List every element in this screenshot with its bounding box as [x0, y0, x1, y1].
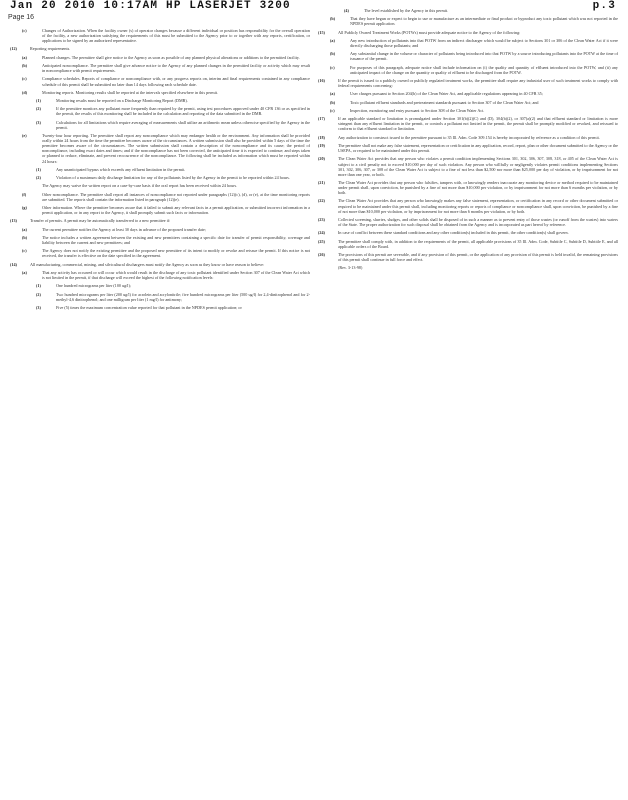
paragraph-text: Collected screening, slurries, sludges, and other solids shall be disposed of in such a manner as to prevent entry of those wastes (or runoff from the wastes) into waters of the State. The proper authorization for such disposal shall be obtained from the Agency and is incorporated as part hereof by reference.: [338, 216, 618, 227]
paragraph-text: The notice includes a written agreement between the existing and new permittees containing a specific date for transfer of permit responsibility, coverage and liability between the current and new permittees; and: [42, 235, 310, 246]
paragraph-text: The permittee shall not make any false statement, representation or certification in any application, record, report, plan or other document submitted to the Agency or the USEPA, or required to be maintained under this permit.: [338, 143, 618, 154]
paragraph-number: (a): [22, 270, 27, 276]
paragraph-item: [10, 192, 310, 202]
paragraph-text: All Publicly Owned Treatment Works (POTWs) must provide adequate notice to the Agency of the following:: [338, 29, 521, 35]
paragraph-item: [318, 91, 618, 96]
paragraph-text: Twenty-four hour reporting. The permittee shall report any noncompliance which may endanger health or the environment. Any information shall be provided orally within 24 hours from the time the permittee becomes aware of the circumstances. A written submission shall also be provided within 5 days of the time the permittee becomes aware of the circumstances. The written submission shall contain a description of the noncompliance and its cause; the period of noncompliance, including exact dates and times; and if the noncompliance has not been corrected, the anticipated time it is expected to continue; and steps taken or planned to reduce, eliminate, and prevent reoccurrence of the noncompliance. The following shall be included as information which must be reported within 24 hours:: [42, 133, 310, 164]
paragraph-number: (c): [330, 64, 335, 70]
paragraph-number: (b): [22, 235, 28, 240]
paragraph-number: (e): [22, 133, 27, 139]
paragraph-text: Any authorization to construct issued to the permittee pursuant to 35 Ill. Adm. Code 309.154 is hereby incorporated by reference as a condition of this permit.: [338, 134, 600, 140]
paragraph-item: [10, 227, 310, 232]
paragraph-number: (f): [22, 191, 27, 197]
paragraph-number: (b): [330, 99, 336, 105]
paragraph-item: [318, 51, 618, 61]
fax-header-timestamp: Jan 20 2010 10:17AM HP LASERJET 3200: [10, 0, 291, 12]
right-column: [318, 8, 618, 274]
paragraph-text: Reporting requirements.: [30, 46, 71, 52]
paragraph-item: [318, 65, 618, 75]
paragraph-text: Other information. Where the permittee becomes aware that it failed to submit any relevant facts in a permit application, or submitted incorrect information in a permit application, or in any report to the Agency, it shall promptly submit such facts or information.: [42, 205, 310, 216]
paragraph-item: [318, 116, 618, 131]
paragraph-item: [10, 262, 310, 267]
paragraph-number: (2): [36, 106, 41, 112]
paragraph-number: (b): [330, 51, 336, 57]
paragraph-number: (4): [344, 8, 349, 13]
paragraph-item: [318, 16, 618, 26]
paragraph-number: (c): [22, 76, 27, 82]
paragraph-item: [10, 175, 310, 180]
paragraph-number: (1): [36, 283, 41, 289]
paragraph-number: (17): [318, 116, 325, 122]
paragraph-number: (c): [22, 248, 27, 254]
paragraph-number: (c): [22, 28, 27, 33]
paragraph-item: [318, 100, 618, 105]
paragraph-item: [318, 265, 618, 270]
paragraph-number: (3): [36, 119, 41, 125]
paragraph-number: (c): [330, 108, 335, 113]
paragraph-number: (20): [318, 156, 325, 162]
paragraph-item: [10, 120, 310, 130]
paragraph-item: [10, 63, 310, 73]
paragraph-item: [318, 180, 618, 195]
paragraph-item: [10, 106, 310, 116]
paragraph-text: One hundred micrograms per liter (100 ug/l);: [56, 283, 131, 289]
paragraph-text: Any new introduction of pollutants into that POTW from an indirect discharger which would be subject to Sections 301 or 306 of the Clean Water Act if it were directly discharging those pollutants; and: [350, 37, 618, 49]
paragraph-text: The current permittee notifies the Agency at least 30 days in advance of the proposed transfer date;: [42, 226, 206, 232]
paragraph-text: User charges pursuant to Section 204(b) of the Clean Water Act, and applicable regulations appearing in 40 CFR 35;: [350, 91, 543, 97]
paragraph-item: [10, 270, 310, 280]
paragraph-number: (26): [318, 251, 325, 257]
paragraph-item: [10, 205, 310, 215]
paragraph-number: (22): [318, 198, 325, 204]
paragraph-text: In case of conflict between these standard conditions and any other condition(s) included in this permit, the other condition(s) shall govern.: [338, 230, 569, 236]
paragraph-item: [10, 283, 310, 288]
paragraph-text: If an applicable standard or limitation is promulgated under Section 301(b)(2)(C) and (D), 304(b)(2), or 307(a)(2) and that effluent standard or limitation is more stringent than any effluent limitation in the permit, or controls a pollutant not limited in the permit, the permit shall be promptly modified or revoked, and reissued to conform to that effluent standard or limitation.: [338, 116, 618, 132]
paragraph-number: (14): [10, 261, 17, 267]
paragraph-text: If the permittee monitors any pollutant more frequently than required by the permit, using test procedures approved under 40 CFR 136 or as specified in the permit, the results of this monitoring shall be included in the calculation and reporting of the data submitted in the DMR.: [56, 106, 310, 117]
paragraph-text: Two hundred micrograms per liter (200 ug/l) for acrolein and acrylonitrile; five hundred micrograms per liter (500 ug/l) for 2,4-dinitrophenol and for 2-methyl-4,6 dinitrophenol; and one milligram per liter (1 mg/l) for antimony;: [56, 291, 310, 302]
paragraph-number: (16): [318, 78, 325, 84]
paragraph-number: (13): [10, 218, 17, 224]
paragraph-number: (a): [22, 226, 27, 232]
paragraph-item: [10, 305, 310, 310]
paragraph-number: (21): [318, 179, 325, 185]
paragraph-text: The provisions of this permit are severable, and if any provision of this permit, or the application of any provision of this permit is held invalid, the remaining provisions of this permit shall continue in full force and effect.: [338, 251, 618, 263]
paragraph-number: (3): [36, 305, 41, 311]
paragraph-number: (15): [318, 29, 325, 35]
paragraph-item: [10, 133, 310, 164]
paragraph-item: [318, 143, 618, 153]
paragraph-item: [10, 292, 310, 302]
paragraph-number: (a): [330, 37, 335, 43]
paragraph-text: Compliance schedules. Reports of compliance or noncompliance with, or any progress reports on, interim and final requirements contained in any compliance schedule of this permit shall be submitted no later than 14 days following each schedule date.: [42, 76, 310, 87]
paragraph-item: [10, 55, 310, 60]
paragraph-text: Any unanticipated bypass which exceeds any effluent limitation in the permit.: [56, 166, 186, 172]
paragraph-text: The Agency may waive the written report on a case-by-case basis if the oral report has been received within 24 hours.: [42, 183, 238, 189]
paragraph-number: (1): [36, 166, 41, 172]
paragraph-number: (g): [22, 205, 27, 211]
paragraph-number: (a): [330, 91, 335, 97]
paragraph-text: The Agency does not notify the existing permittee and the proposed new permittee of its intent to modify or revoke and reissue the permit. If this notice is not received, the transfer is effective on the date specified in the agreement.: [42, 248, 310, 259]
paragraph-number: (a): [22, 54, 27, 60]
paragraph-item: [318, 30, 618, 35]
paragraph-text: Other noncompliance. The permittee shall report all instances of noncompliance not reported under paragraphs (12)(c), (d), or (e), at the time monitoring reports are submitted. The reports shall contain the information listed in paragraph (12)(e).: [42, 191, 310, 202]
paragraph-text: Planned changes. The permittee shall give notice to the Agency as soon as possible of any planned physical alterations or additions to the permitted facility.: [42, 54, 300, 60]
paragraph-number: (24): [318, 230, 325, 236]
paragraph-item: [318, 38, 618, 48]
paragraph-number: (2): [36, 291, 41, 297]
page-label: Page 16: [8, 14, 35, 21]
paragraph-text: Anticipated noncompliance. The permittee shall give advance notice to the Agency of any planned changes in the permitted facility or activity which may result in noncompliance with permit requirements.: [42, 63, 310, 74]
paragraph-item: [10, 98, 310, 103]
paragraph-item: [10, 76, 310, 86]
paragraph-item: [318, 156, 618, 176]
paragraph-text: Calculations for all limitations which require averaging of measurements shall utilize an arithmetic mean unless otherwise specified by the Agency in the permit.: [56, 119, 310, 130]
paragraph-text: Monitoring reports. Monitoring results shall be reported at the intervals specified elsewhere in this permit.: [42, 89, 218, 95]
paragraph-number: (23): [318, 216, 325, 222]
paragraph-item: [318, 8, 618, 13]
paragraph-item: [318, 108, 618, 113]
paragraph-item: [10, 248, 310, 258]
paragraph-number: (12): [10, 46, 17, 52]
paragraph-text: Violation of a maximum daily discharge limitation for any of the pollutants listed by the Agency in the permit to be reported within 24 hours.: [56, 175, 290, 181]
paragraph-text: That they have begun or expect to begin to use or manufacture as an intermediate or final product or byproduct any toxic pollutant which was not reported in the NPDES permit application.: [350, 16, 618, 27]
paragraph-text: Inspection, monitoring and entry pursuant to Section 308 of the Clean Water Act.: [350, 108, 485, 113]
paragraph-text: The Clean Water Act provides that any person who knowingly makes any false statement, representation, or certification in any record or other document submitted or required to be maintained under this permit shall, including monitoring reports or reports of compliance or noncompliance shall, upon conviction, be punished by a fine of not more than $10,000 per violation, or by imprisonment for not more than 6 months per violation, or by both.: [338, 198, 618, 214]
paragraph-item: [318, 252, 618, 262]
paragraph-text: The Clean Water Act provides that any person who falsifies, tampers with, or knowingly renders inaccurate any monitoring device or method required to be maintained under permit shall, upon conviction, be punished by a fine of not more than $10,000 per violation, or by imprisonment for not more than 6 months per violation, or by both.: [338, 179, 618, 196]
paragraph-text: For purposes of this paragraph, adequate notice shall include information on (i) the quality and quantity of effluent introduced into the POTW, and (ii) any anticipated impact of the change on the quantity or quality of effluent to be discharged from the POTW.: [350, 64, 618, 75]
paragraph-item: [10, 218, 310, 223]
paragraph-item: [10, 46, 310, 51]
left-column: [10, 28, 310, 313]
paragraph-text: If the permit is issued to a publicly owned or publicly regulated treatment works, the permittee shall require any industrial user of such treatment works to comply with federal requirements concerning:: [338, 78, 618, 89]
paragraph-item: [318, 198, 618, 213]
paragraph-text: (Rev. 3-13-98): [338, 265, 363, 271]
paragraph-number: (19): [318, 143, 325, 149]
paragraph-text: Monitoring results must be reported on a Discharge Monitoring Report (DMR).: [56, 98, 188, 104]
fax-page-number: p.3: [592, 0, 616, 12]
paragraph-item: [10, 183, 310, 188]
paragraph-text: The level established by the Agency in this permit.: [364, 8, 449, 13]
paragraph-text: Transfer of permits. A permit may be automatically transferred to a new permittee if:: [30, 218, 171, 224]
paragraph-item: [318, 78, 618, 88]
paragraph-text: That any activity has occurred or will occur which would result in the discharge of any toxic pollutant identified under Section 307 of the Clean Water Act which is not limited in the permit, if that discharge will exceed the highest of the following notification levels:: [42, 270, 310, 281]
paragraph-item: [318, 230, 618, 235]
paragraph-number: (2): [36, 175, 41, 181]
paragraph-text: Five (5) times the maximum concentration value reported for that pollutant in the NPDES permit application; or: [56, 305, 242, 311]
paragraph-item: [10, 90, 310, 95]
paragraph-number: (b): [330, 16, 336, 22]
paragraph-item: [10, 28, 310, 43]
paragraph-text: Any substantial change in the volume or character of pollutants being introduced into that POTW by a source introducing pollutants into the POTW at the time of issuance of the permit.: [350, 51, 619, 62]
paragraph-item: [10, 235, 310, 245]
paragraph-number: (b): [22, 63, 28, 69]
paragraph-text: The Clean Water Act provides that any person who violates a permit condition implementing Sections 301, 302, 306, 307, 308, 318, or 405 of the Clean Water Act is subject to a civil penalty not to exceed $10,000 per day of such violation. Any person who willfully or negligently violates permit conditions implementing Sections 301, 302, 306, 307, or 308 of the Clean Water Act is subject to a fine of not less than $2,500 nor more than $25,000 per day of violation, or by imprisonment for not more than one year, or both.: [338, 156, 618, 177]
paragraph-number: (1): [36, 98, 41, 104]
paragraph-item: [318, 217, 618, 227]
paragraph-item: [318, 135, 618, 140]
paragraph-text: All manufacturing, commercial, mining, and silvicultural dischargers must notify the Agency as soon as they know or have reason to believe:: [30, 261, 265, 267]
paragraph-number: (25): [318, 238, 325, 244]
paragraph-number: (d): [22, 89, 28, 95]
paragraph-item: [318, 239, 618, 249]
paragraph-item: [10, 167, 310, 172]
paragraph-text: Toxic pollutant effluent standards and pretreatment standards pursuant to Section 307 of the Clean Water Act; and: [350, 99, 539, 105]
paragraph-text: The permittee shall comply with, in addition to the requirements of the permit, all applicable provisions of 35 Ill. Adm. Code, Subtitle C, Subtitle D, Subtitle E, and all applicable orders of the Board.: [338, 238, 618, 249]
paragraph-text: Changes of Authorization. When the facility owner (s) of operator changes because a different individual or position has responsibility for the overall operation of the facility, a new authorization satisfying the requirements of this must be submitted to the Agency prior to or together with any reports, certification, or applications to be signed by an authorized representative.: [42, 28, 310, 44]
paragraph-number: (18): [318, 134, 325, 140]
